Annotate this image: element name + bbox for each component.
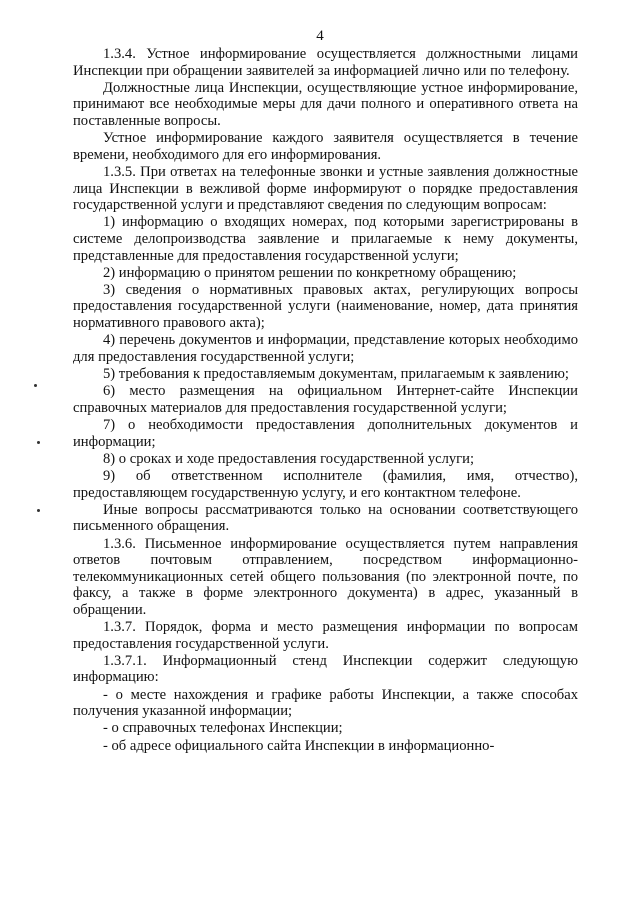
paragraph-other-questions: Иные вопросы рассматриваются только на основании соответствующего письменного обращения. — [73, 501, 578, 535]
list-item-7: 7) о необходимости предоставления дополнительных документов и информации; — [73, 417, 578, 450]
list-item-5: 5) требования к предоставляемым документам, прилагаемым к заявлению; — [103, 366, 569, 383]
stand-item-phones: - о справочных телефонах Инспекции; — [103, 720, 343, 737]
scan-speck — [37, 509, 40, 512]
paragraph-1-3-7: 1.3.7. Порядок, форма и место размещения информации по вопросам предоставления государственной услуги. — [73, 619, 578, 652]
scan-speck — [34, 384, 37, 387]
paragraph-1-3-6: 1.3.6. Письменное информирование осуществляется путем направления ответов почтовым отправлением, посредством информационно-телекоммуникационных сетей общего пользования (по электронной почте, по факсу, а также в форме электронного документа) в адрес, указанный в обращении. — [73, 535, 578, 618]
list-item-8: 8) о сроках и ходе предоставления государственной услуги; — [103, 450, 475, 467]
stand-item-website: - об адресе официального сайта Инспекции в информационно- — [103, 737, 495, 754]
paragraph-1-3-5: 1.3.5. При ответах на телефонные звонки и устные заявления должностные лица Инспекции в вежливой форме информируют о порядке предоставления государственной услуги и представляют сведения по следующим вопросам: — [73, 163, 578, 214]
list-item-6: 6) место размещения на официальном Интернет-сайте Инспекции справочных материалов для предоставления государственной услуги; — [73, 383, 578, 416]
document-body — [73, 46, 578, 754]
paragraph-1-3-7-1: 1.3.7.1. Информационный стенд Инспекции содержит следующую информацию: — [73, 652, 578, 686]
page-number: 4 — [316, 28, 324, 44]
paragraph-officials: Должностные лица Инспекции, осуществляющие устное информирование, принимают все необходимые меры для дачи полного и оперативного ответа на поставленные вопросы. — [73, 79, 578, 129]
paragraph-oral-time: Устное информирование каждого заявителя осуществляется в течение времени, необходимого для его информирования. — [73, 130, 578, 163]
scan-speck — [37, 441, 40, 444]
list-item-9: 9) об ответственном исполнителе (фамилия, имя, отчество), предоставляющем государственную услугу, и его контактном телефоне. — [73, 467, 578, 501]
list-item-2: 2) информацию о принятом решении по конкретному обращению; — [103, 264, 517, 281]
list-item-1: 1) информацию о входящих номерах, под которыми зарегистрированы в системе делопроизводства заявление и прилагаемые к нему документы, представленные для предоставления государственной услуги; — [73, 214, 578, 264]
stand-item-location: - о месте нахождения и графике работы Инспекции, а также способах получения указанной информации; — [73, 686, 578, 720]
paragraph-1-3-4: 1.3.4. Устное информирование осуществляется должностными лицами Инспекции при обращении заявителей за информацией лично или по телефону. — [73, 46, 578, 79]
list-item-4: 4) перечень документов и информации, представление которых необходимо для предоставления государственной услуги; — [73, 332, 578, 365]
list-item-3: 3) сведения о нормативных правовых актах, регулирующих вопросы предоставления государственной услуги (наименование, номер, дата принятия нормативного правового акта); — [73, 281, 578, 332]
